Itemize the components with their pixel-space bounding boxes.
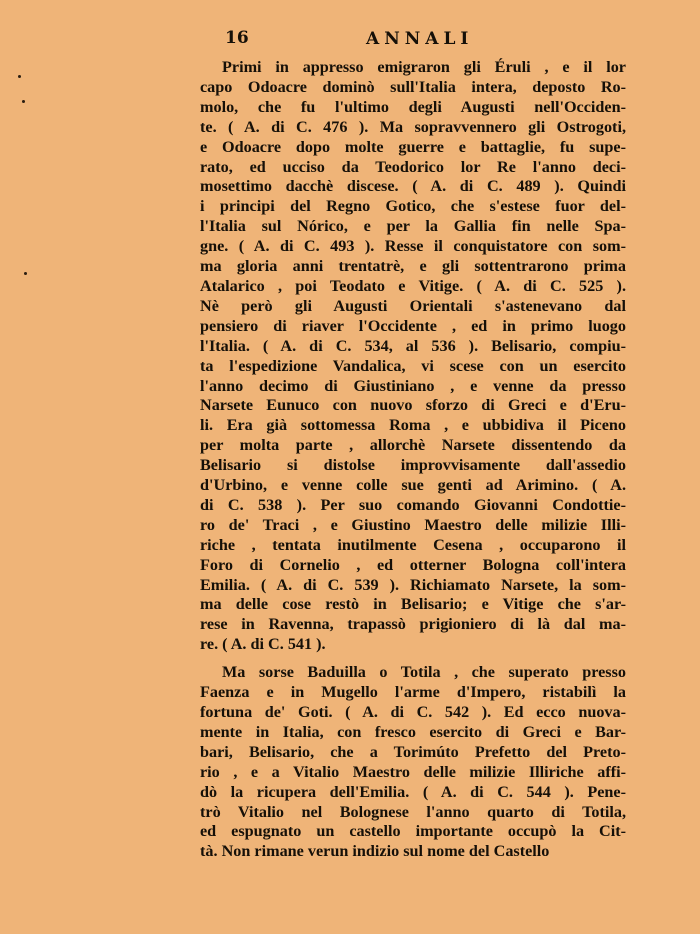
text-line: dò la ricupera dell'Emilia. ( A. di C. 544 ). Pene- (200, 782, 626, 801)
text-line: mosettimo dacchè discese. ( A. di C. 489 ). Quindi (200, 177, 626, 196)
text-line: per molta parte , allorchè Narsete dissentendo da (200, 436, 626, 455)
text-line: li. Era già sottomessa Roma , e ubbidiva il Piceno (200, 416, 626, 435)
text-line: mente in Italia, con fresco esercito di Greci e Bar- (200, 722, 626, 741)
text-line: rese in Ravenna, trapassò prigioniero di là dal ma- (200, 615, 626, 634)
text-line: Ma sorse Baduilla o Totila , che superato presso (222, 663, 626, 682)
text-line: ma delle cose restò in Belisario; e Vitige che s'ar- (200, 595, 626, 614)
text-line: d'Urbino, e venne colle sue genti ad Arimino. ( A. (200, 476, 626, 495)
text-line: molo, che fu l'ultimo degli Augusti nell'Occiden- (200, 97, 626, 116)
text-line: rato, ed ucciso da Teodorico lor Re l'anno deci- (200, 157, 626, 176)
text-line: trò Vitalio nel Bolognese l'anno quarto di Totila, (200, 802, 626, 821)
text-line: ed espugnato un castello importante occupò la Cit- (200, 822, 626, 841)
text-line: Primi in appresso emigraron gli Éruli , e il lor (222, 58, 626, 76)
paragraph-gap (200, 655, 626, 663)
text-line: rio , e a Vitalio Maestro delle milizie Illiriche affi- (200, 762, 626, 781)
text-line: Foro di Cornelio , ed otterner Bologna coll'intera (200, 555, 626, 574)
text-line: tà. Non rimane verun indizio sul nome del Castello (200, 842, 550, 861)
text-line: pensiero di riaver l'Occidente , ed in primo luogo (200, 316, 626, 335)
text-line: l'anno decimo di Giustiniano , e venne da presso (200, 376, 626, 395)
running-head: ANNALI (366, 29, 474, 49)
body-text (200, 58, 626, 862)
text-line: e Odoacre dopo molte guerre e battaglie, fu supe- (200, 137, 626, 156)
text-line: re. ( A. di C. 541 ). (200, 635, 326, 654)
paragraph (200, 58, 626, 655)
text-line: riche , tentata inutilmente Cesena , occuparono il (200, 535, 626, 554)
text-line: l'Italia sul Nórico, e per la Gallia fin nelle Spa- (200, 217, 626, 236)
text-line: Atalarico , poi Teodato e Vitige. ( A. di C. 525 ). (200, 276, 626, 295)
margin-speck (24, 272, 27, 275)
text-line: fortuna de' Goti. ( A. di C. 542 ). Ed ecco nuova- (200, 703, 626, 721)
text-line: gne. ( A. di C. 493 ). Resse il conquistatore con som- (200, 237, 626, 256)
text-line: Narsete Eunuco con nuovo sforzo di Greci e d'Eru- (200, 396, 626, 415)
text-line: Belisario si distolse improvvisamente dall'assedio (200, 456, 626, 475)
text-line: Faenza e in Mugello l'arme d'Impero, ristabilì la (200, 683, 626, 702)
text-line: Nè però gli Augusti Orientali s'astenevano dal (200, 296, 626, 315)
text-line: bari, Belisario, che a Torimúto Prefetto del Preto- (200, 742, 626, 761)
text-line: l'Italia. ( A. di C. 534, al 536 ). Belisario, compiu- (200, 336, 626, 355)
margin-speck (18, 75, 21, 78)
margin-speck (22, 100, 25, 103)
text-line: te. ( A. di C. 476 ). Ma sopravvennero gli Ostrogoti, (200, 117, 626, 136)
text-line: ma gloria anni trentatrè, e gli sottentrarono prima (200, 257, 626, 276)
paragraph (200, 663, 626, 862)
text-line: di C. 538 ). Per suo comando Giovanni Condottie- (200, 495, 626, 514)
page-number: 16 (225, 28, 249, 48)
text-line: i principi del Regno Gotico, che s'estese fuor del- (200, 197, 626, 216)
text-line: ro de' Traci , e Giustino Maestro delle milizie Illi- (200, 515, 626, 534)
text-line: capo Odoacre dominò sull'Italia intera, deposto Ro- (200, 77, 626, 96)
text-line: ta l'espedizione Vandalica, vi scese con un esercito (200, 356, 626, 375)
text-line: Emilia. ( A. di C. 539 ). Richiamato Narsete, la som- (200, 575, 626, 594)
